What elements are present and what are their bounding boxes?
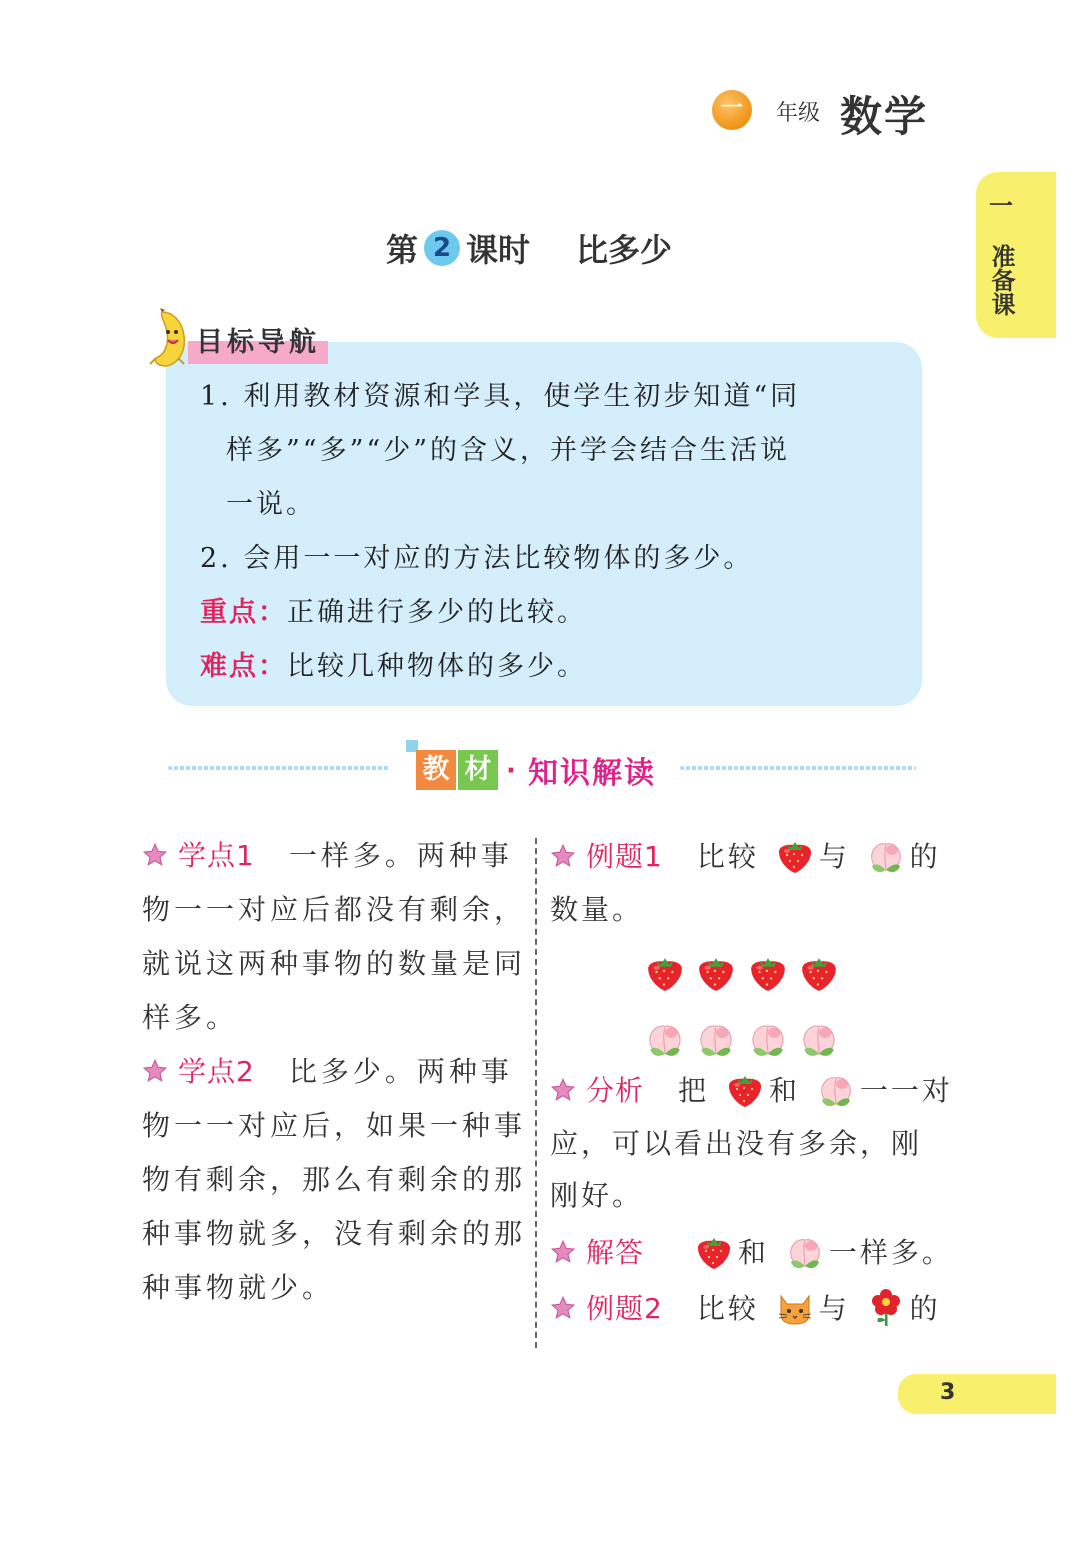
difficulty-text: 比较几种物体的多少。 bbox=[287, 651, 587, 682]
point1-line-4: 样多。 bbox=[142, 1001, 239, 1034]
example1-label: 例题1 bbox=[586, 840, 663, 873]
analysis-text-c: 一一对 bbox=[859, 1074, 953, 1107]
point1-line-1: 一样多。两种事 bbox=[288, 839, 513, 872]
goals-title: 目标导航 bbox=[188, 322, 328, 364]
unit-name: 准备课 bbox=[987, 244, 1015, 316]
goal-line-4: 2. 会用一一对应的方法比较物体的多少。 bbox=[200, 543, 754, 574]
section-divider-left bbox=[168, 766, 390, 770]
section-divider-right bbox=[680, 766, 916, 770]
analysis-text-b: 和 bbox=[768, 1074, 800, 1107]
goals-header bbox=[148, 308, 348, 368]
strawberry-icon bbox=[775, 836, 815, 876]
point1-line-2: 物一一对应后都没有剩余， bbox=[142, 893, 527, 926]
analysis-label: 分析 bbox=[586, 1074, 645, 1107]
page-number: 3 bbox=[940, 1380, 956, 1405]
section-block-2: 材 bbox=[458, 750, 498, 790]
peach-icon bbox=[695, 1018, 737, 1060]
point2-label: 学点2 bbox=[178, 1055, 255, 1088]
point2-line-1: 比多少。两种事 bbox=[288, 1055, 513, 1088]
section-dot: · bbox=[506, 756, 516, 786]
lesson-suffix: 课时 bbox=[466, 231, 531, 269]
peach-row bbox=[644, 1018, 840, 1060]
star-icon bbox=[142, 1058, 168, 1084]
star-icon bbox=[550, 843, 576, 869]
example1-text-c: 的 bbox=[909, 840, 941, 873]
answer-heading bbox=[550, 1232, 953, 1272]
point1-label: 学点1 bbox=[178, 839, 255, 872]
peach-icon bbox=[798, 1018, 840, 1060]
point2-line-5: 种事物就少。 bbox=[142, 1271, 335, 1304]
grade-badge: 一 bbox=[712, 90, 752, 130]
grade-label: 年级 bbox=[776, 101, 821, 126]
unit-number: 一 bbox=[989, 192, 1013, 220]
key-point-text: 正确进行多少的比较。 bbox=[287, 597, 587, 628]
example1-heading bbox=[550, 836, 941, 876]
section-header bbox=[168, 736, 914, 796]
cat-icon bbox=[775, 1288, 815, 1328]
example1-line-2: 数量。 bbox=[550, 893, 644, 926]
difficulty-line bbox=[200, 644, 587, 683]
goal-line-1: 1. 利用教材资源和学具，使学生初步知道“同 bbox=[200, 381, 801, 412]
point2-line-3: 物有剩余，那么有剩余的那 bbox=[142, 1163, 527, 1196]
analysis-heading bbox=[550, 1070, 953, 1110]
star-icon bbox=[550, 1239, 576, 1265]
lesson-prefix: 第 bbox=[386, 231, 419, 269]
point1-line-3: 就说这两种事物的数量是同 bbox=[142, 947, 527, 980]
peach-icon bbox=[866, 836, 906, 876]
example2-text-b: 与 bbox=[818, 1292, 850, 1325]
peach-icon bbox=[785, 1232, 825, 1272]
strawberry-icon bbox=[798, 952, 840, 994]
page-number-tab bbox=[898, 1374, 1056, 1414]
strawberry-icon bbox=[694, 1232, 734, 1272]
subject-title: 数学 bbox=[840, 92, 929, 141]
section-block-1: 教 bbox=[416, 750, 456, 790]
strawberry-icon bbox=[747, 952, 789, 994]
example2-label: 例题2 bbox=[586, 1292, 663, 1325]
difficulty-label: 难点： bbox=[200, 651, 287, 682]
example2-heading bbox=[550, 1288, 941, 1328]
strawberry-row bbox=[644, 952, 840, 994]
section-title: 知识解读 bbox=[528, 756, 656, 791]
banana-mascot-icon bbox=[148, 308, 192, 370]
peach-icon bbox=[644, 1018, 686, 1060]
analysis-line-3: 刚好。 bbox=[550, 1179, 644, 1212]
example1-text-b: 与 bbox=[818, 840, 850, 873]
unit-side-tab bbox=[976, 172, 1056, 338]
lesson-title bbox=[386, 224, 672, 272]
answer-text-b: 一样多。 bbox=[828, 1236, 953, 1269]
strawberry-icon bbox=[695, 952, 737, 994]
lesson-number-badge: 2 bbox=[424, 230, 460, 266]
star-icon bbox=[142, 842, 168, 868]
column-divider bbox=[535, 838, 537, 1348]
analysis-text-a: 把 bbox=[678, 1074, 710, 1107]
star-icon bbox=[550, 1295, 576, 1321]
point2-line-4: 种事物就多，没有剩余的那 bbox=[142, 1217, 527, 1250]
peach-icon bbox=[747, 1018, 789, 1060]
lesson-name: 比多少 bbox=[576, 231, 673, 269]
goal-line-3: 一说。 bbox=[226, 489, 316, 520]
key-point-label: 重点： bbox=[200, 597, 287, 628]
key-point-line bbox=[200, 590, 587, 629]
strawberry-icon bbox=[644, 952, 686, 994]
point2-heading bbox=[142, 1052, 513, 1092]
flower-icon bbox=[866, 1288, 906, 1328]
point2-line-2: 物一一对应后，如果一种事 bbox=[142, 1109, 527, 1142]
star-icon bbox=[550, 1077, 576, 1103]
answer-label: 解答 bbox=[586, 1236, 645, 1269]
point1-heading bbox=[142, 836, 513, 876]
goal-line-2: 样多”“多”“少”的含义，并学会结合生活说 bbox=[226, 435, 791, 466]
example1-text-a: 比较 bbox=[696, 840, 759, 873]
example2-text-c: 的 bbox=[909, 1292, 941, 1325]
answer-text-a: 和 bbox=[737, 1236, 769, 1269]
strawberry-icon bbox=[725, 1070, 765, 1110]
example2-text-a: 比较 bbox=[696, 1292, 759, 1325]
peach-icon bbox=[816, 1070, 856, 1110]
analysis-line-2: 应，可以看出没有多余，刚 bbox=[550, 1127, 923, 1160]
